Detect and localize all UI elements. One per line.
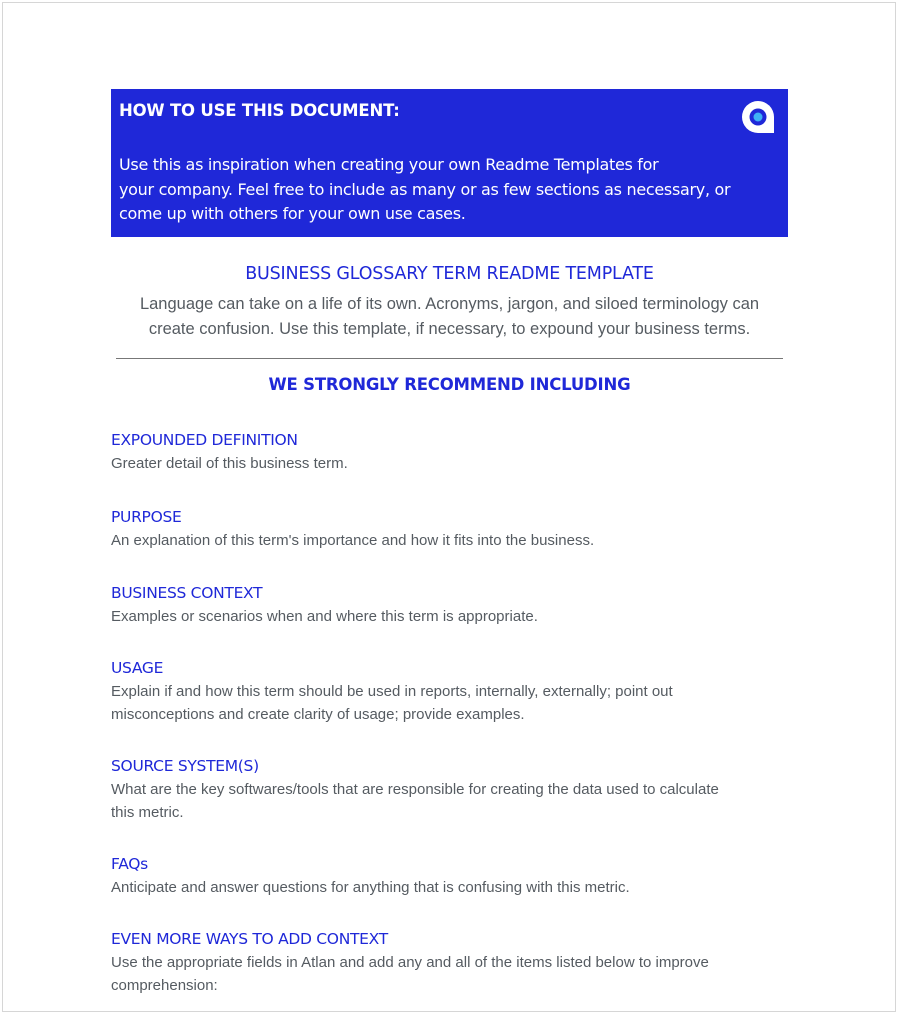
item-description: [111, 529, 788, 552]
description-line: comprehension:: [111, 977, 218, 994]
description-line: misconceptions and create clarity of usage; provide examples.: [111, 706, 525, 723]
item-title: USAGE: [111, 659, 164, 677]
banner-title: HOW TO USE THIS DOCUMENT:: [119, 101, 400, 120]
section-divider: [116, 358, 783, 359]
item-description: [111, 876, 788, 899]
section-item: [111, 930, 788, 997]
intro-line: Language can take on a life of its own. Acronyms, jargon, and siloed terminology can: [139, 295, 760, 313]
section-item: [111, 757, 788, 824]
description-line: What are the key softwares/tools that are responsible for creating the data used to calculate: [111, 781, 719, 798]
document-intro: [111, 292, 788, 342]
item-title: FAQs: [111, 855, 148, 873]
banner-line: Use this as inspiration when creating your own Readme Templates for: [119, 155, 659, 174]
item-title: PURPOSE: [111, 508, 182, 526]
intro-line: create confusion. Use this template, if necessary, to expound your business terms.: [148, 320, 751, 338]
description-line: An explanation of this term's importance and how it fits into the business.: [111, 532, 595, 549]
description-line: Anticipate and answer questions for anything that is confusing with this metric.: [111, 879, 630, 896]
banner-body: [119, 153, 780, 227]
description-line: Greater detail of this business term.: [111, 455, 348, 472]
item-title: EXPOUNDED DEFINITION: [111, 431, 298, 449]
description-line: Examples or scenarios when and where this term is appropriate.: [111, 608, 538, 625]
item-description: [111, 778, 788, 824]
document-title: BUSINESS GLOSSARY TERM README TEMPLATE: [245, 264, 654, 284]
item-title: EVEN MORE WAYS TO ADD CONTEXT: [111, 930, 388, 948]
banner-line: your company. Feel free to include as many or as few sections as necessary, or: [119, 179, 731, 199]
section-item: [111, 584, 788, 628]
item-title: SOURCE SYSTEM(S): [111, 757, 259, 775]
section-item: [111, 431, 788, 475]
section-item: [111, 659, 788, 726]
item-description: [111, 951, 788, 997]
banner-line: come up with others for your own use cases.: [119, 204, 466, 223]
usage-banner: [111, 89, 788, 237]
description-line: this metric.: [111, 804, 184, 821]
section-heading: WE STRONGLY RECOMMEND INCLUDING: [268, 375, 631, 394]
atlan-logo-icon: [741, 100, 775, 134]
description-line: Explain if and how this term should be used in reports, internally, externally; point out: [111, 683, 673, 700]
section-item: [111, 508, 788, 552]
item-description: [111, 680, 788, 726]
description-line: Use the appropriate fields in Atlan and add any and all of the items listed below to improve: [111, 954, 709, 971]
section-item: [111, 855, 788, 899]
item-description: [111, 452, 788, 475]
item-description: [111, 605, 788, 628]
item-title: BUSINESS CONTEXT: [111, 584, 263, 602]
